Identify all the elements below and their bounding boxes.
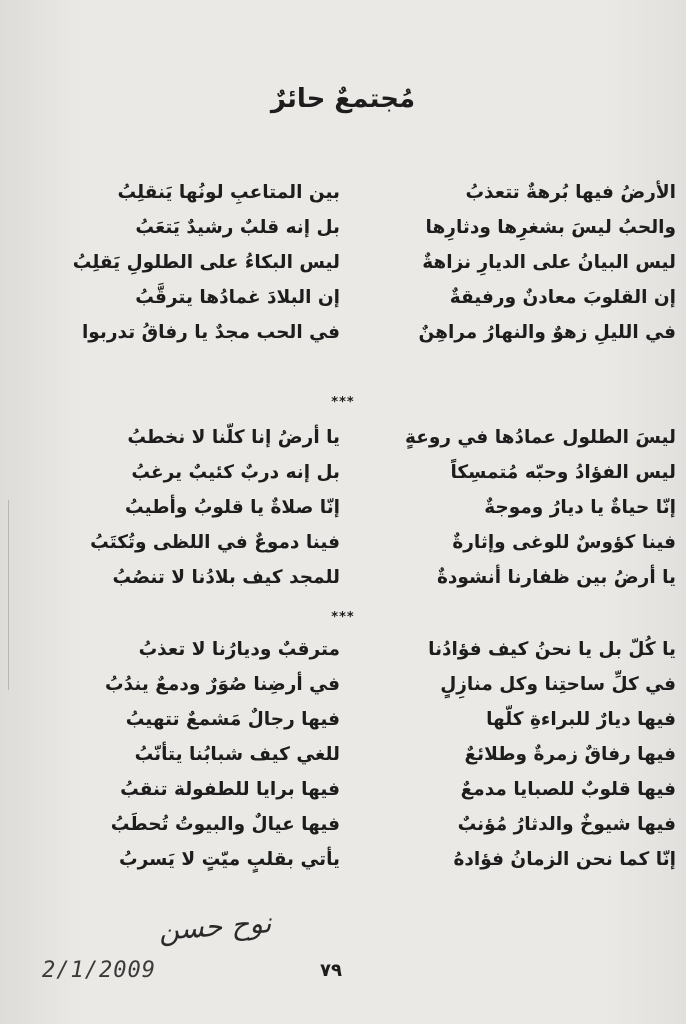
verse-line [40, 560, 676, 595]
stanza-3 [40, 632, 676, 877]
verse-line [40, 490, 676, 525]
stanza-1 [40, 175, 676, 350]
verse-hemistich-left: في الحب مجدٌ يا رفاقُ تدربوا [81, 322, 340, 343]
verse-hemistich-left: بل إنه دربٌ كئيبٌ يرغبُ [131, 462, 340, 483]
verse-line [40, 315, 676, 350]
verse-hemistich-right: فيها قلوبٌ للصبايا مدمعٌ [460, 779, 676, 800]
verse-line [40, 210, 676, 245]
verse-hemistich-right: ليس الفؤادُ وحبّه مُتمسِكاً [450, 462, 676, 483]
verse-hemistich-left: في أرضِنا صُوَرٌ ودمعٌ يندُبُ [105, 674, 340, 695]
verse-hemistich-left: للمجد كيف بلادُنا لا تنصُبُ [112, 567, 340, 588]
page-number: ٧٩ [320, 960, 342, 981]
verse-hemistich-left: للغي كيف شبابُنا يتأنّبُ [134, 744, 340, 765]
verse-hemistich-right: الأرضُ فيها بُرهةٌ تتعذبُ [465, 182, 676, 203]
verse-line [40, 525, 676, 560]
verse-line [40, 667, 676, 702]
verse-hemistich-right: ليسَ الطلول عمادُها في روعةٍ [404, 427, 676, 448]
verse-hemistich-left: فيها رجالٌ مَشمعٌ تتهيبُ [125, 709, 340, 730]
verse-line [40, 175, 676, 210]
verse-line [40, 702, 676, 737]
verse-hemistich-right: يا أرضُ بين ظفارنا أنشودةٌ [436, 567, 676, 588]
verse-line [40, 737, 676, 772]
verse-hemistich-left: إنّا صلاةٌ يا قلوبُ وأطيبُ [125, 497, 340, 518]
stanza-separator: *** [331, 610, 355, 625]
poem-title: مُجتمعٌ حائرٌ [270, 84, 416, 114]
verse-line [40, 420, 676, 455]
verse-hemistich-left: ليس البكاءُ على الطلولِ يَقلِبُ [72, 252, 340, 273]
stanza-separator: *** [331, 395, 355, 410]
verse-hemistich-right: إنّا حياةٌ يا ديارُ وموجةٌ [484, 497, 676, 518]
verse-hemistich-left: بل إنه قلبٌ رشيدٌ يَتعَبُ [135, 217, 340, 238]
verse-hemistich-right: يا كُلّ بل يا نحنُ كيف فؤادُنا [428, 639, 676, 660]
verse-line [40, 455, 676, 490]
verse-hemistich-right: إنّا كما نحن الزمانُ فؤادهُ [453, 849, 676, 870]
verse-hemistich-left: فينا دموعٌ في اللظى وتُكتَبُ [90, 532, 340, 553]
verse-hemistich-left: يا أرضُ إنا كلّنا لا نخطبُ [127, 427, 340, 448]
verse-hemistich-left: فيها عيالٌ والبيوتُ تُحطَبُ [110, 814, 340, 835]
verse-hemistich-left: مترقبٌ وديارُنا لا تعذبُ [138, 639, 340, 660]
verse-hemistich-right: في كلِّ ساحتِنا وكل منازِلٍ [440, 674, 676, 695]
verse-line [40, 280, 676, 315]
verse-hemistich-left: بين المتاعبِ لونُها يَنقلِبُ [117, 182, 340, 203]
verse-hemistich-right: إن القلوبَ معادنٌ ورفيقةٌ [449, 287, 676, 308]
verse-line [40, 245, 676, 280]
verse-line [40, 807, 676, 842]
verse-hemistich-right: فينا كؤوسٌ للوغى وإثارةٌ [452, 532, 676, 553]
verse-hemistich-right: فيها رفاقٌ زمرةٌ وطلائعٌ [464, 744, 676, 765]
verse-hemistich-right: فيها شيوخٌ والدثارُ مُؤنبٌ [457, 814, 676, 835]
verse-hemistich-right: فيها ديارٌ للبراءةِ كلّها [486, 709, 676, 730]
verse-hemistich-left: إن البلادَ غمادُها يترقَّبُ [135, 287, 340, 308]
verse-hemistich-left: يأتي بقلبٍ ميّتٍ لا يَسربُ [119, 849, 340, 870]
verse-hemistich-right: في الليلِ زهوٌ والنهارُ مراهِنٌ [418, 322, 676, 343]
page-edge [8, 500, 9, 690]
handwritten-signature: نوح حسن [157, 906, 273, 947]
handwritten-date: 2/1/2009 [42, 958, 156, 983]
stanza-2 [40, 420, 676, 595]
verse-hemistich-right: والحبُ ليسَ بشغرِها ودثارِها [425, 217, 676, 238]
verse-line [40, 632, 676, 667]
verse-hemistich-right: ليس البيانُ على الديارِ نزاهةٌ [422, 252, 676, 273]
verse-hemistich-left: فيها برايا للطفولة تنقبُ [120, 779, 340, 800]
verse-line [40, 842, 676, 877]
verse-line [40, 772, 676, 807]
